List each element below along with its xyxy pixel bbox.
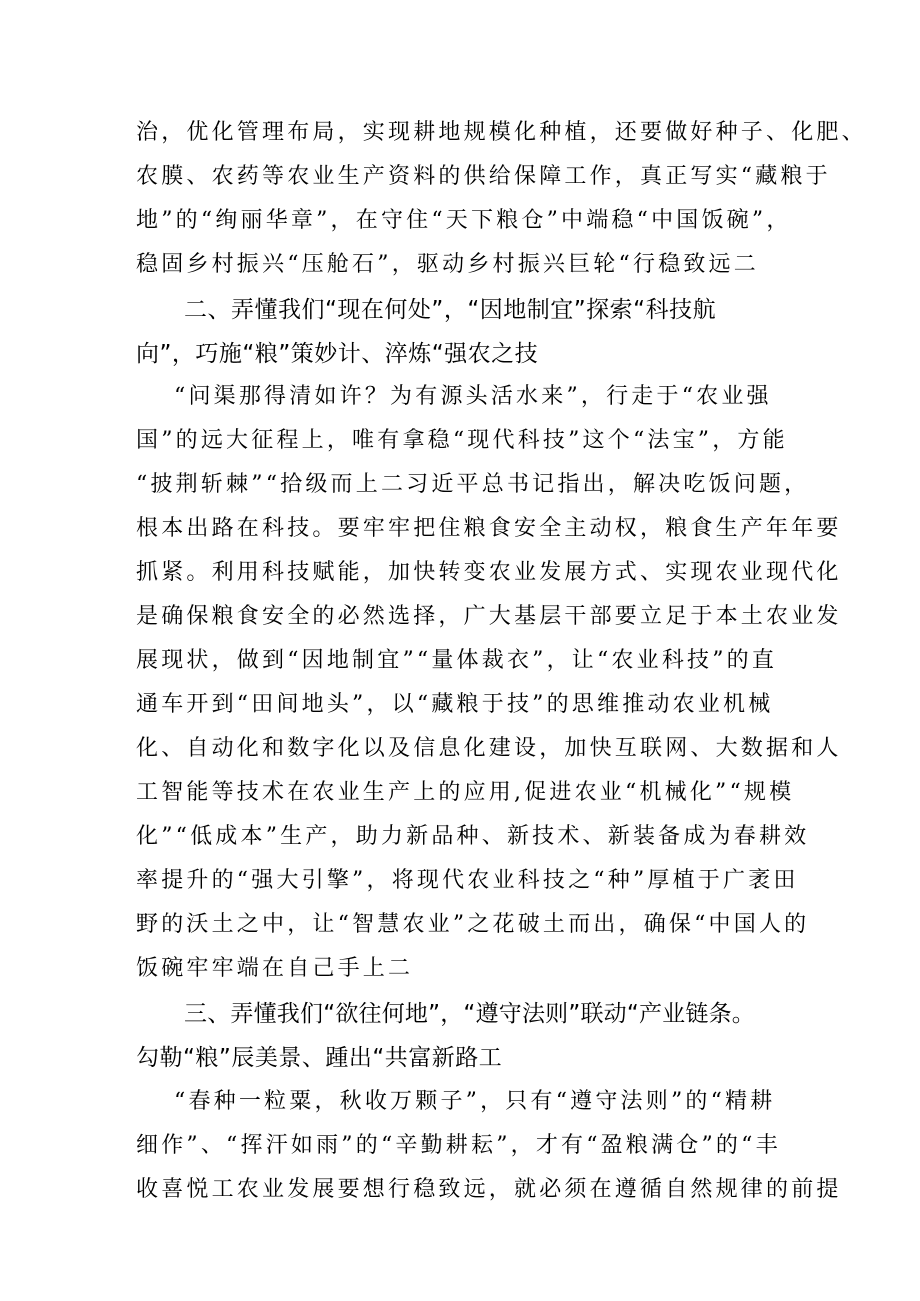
section-heading-2-line-1: 二、弄懂我们“现在何处”，“因地制宜”探索“科技航 — [184, 297, 717, 323]
paragraph-2-line-12: 率提升的“强大引擎”，将现代农业科技之“种”厚植于广袤田 — [136, 868, 799, 893]
paragraph-3-line-2: 细作”、“挥汗如雨”的“辛勤耕耘”，才有“盈粮满仓”的“丰 — [136, 1133, 781, 1158]
paragraph-2-line-14: 饭碗牢牢端在自己手上二 — [136, 956, 414, 981]
paragraph-2-line-9: 化、自动化和数字化以及信息化建设，加快互联网、大数据和人 — [136, 736, 842, 761]
paragraph-2-line-3: “披荆斩棘”“拾级而上二习近平总书记指出，解决吃饭问题， — [136, 472, 810, 497]
section-heading-2-line-2: 向”，巧施“粮”策妙计、淬炼“强农之技 — [136, 341, 539, 367]
paragraph-1-line-4: 稳固乡村振兴“压舱石”，驱动乡村振兴巨轮“行稳致远二 — [136, 252, 759, 277]
paragraph-2-line-8: 通车开到“田间地头”，以“藏粮于技”的思维推动农业机械 — [136, 692, 774, 717]
paragraph-3-line-3: 收喜悦工农业发展要想行稳致远，就必须在遵循自然规律的前提 — [136, 1177, 842, 1202]
paragraph-2-line-2: 国”的远大征程上，唯有拿稳“现代科技”这个“法宝”，方能 — [136, 428, 788, 453]
paragraph-2-line-11: 化”“低成本”生产，助力新品种、新技术、新装备成为春耕效 — [136, 824, 810, 849]
paragraph-2-line-1: “问渠那得清如许？为有源头活水来”，行走于“农业强 — [174, 384, 772, 409]
paragraph-2-line-13: 野的沃土之中，让“智慧农业”之花破土而出，确保“中国人的 — [136, 912, 810, 937]
section-heading-3-line-2: 勾勒“粮”辰美景、踵出“共富新路工 — [136, 1045, 503, 1071]
paragraph-3-line-1: “春种一粒粟，秋收万颗子”，只有“遵守法则”的“精耕 — [174, 1089, 776, 1114]
paragraph-1-line-2: 农膜、农药等农业生产资料的供给保障工作，真正写实“藏粮于 — [136, 164, 831, 189]
section-heading-3-line-1: 三、弄懂我们“欲往何地”，“遵守法则”联动“产业链条。 — [184, 1001, 755, 1027]
paragraph-2-line-10: 工智能等技术在农业生产上的应用,促进农业“机械化”“规模 — [136, 780, 795, 805]
paragraph-1-line-3: 地”的“绚丽华章”，在守住“天下粮仓”中端稳“中国饭碗”， — [136, 208, 792, 233]
paragraph-1-line-1: 治，优化管理布局，实现耕地规模化种植，还要做好种子、化肥、 — [136, 120, 867, 145]
paragraph-2-line-4: 根本出路在科技。要牢牢把住粮食安全主动权，粮食生产年年要 — [136, 516, 842, 541]
paragraph-2-line-6: 是确保粮食安全的必然选择，广大基层干部要立足于本土农业发 — [136, 604, 842, 629]
paragraph-2-line-7: 展现状，做到“因地制宜”“量体裁衣”，让“农业科技”的直 — [136, 648, 778, 673]
paragraph-2-line-5: 抓紧。利用科技赋能，加快转变农业发展方式、实现农业现代化 — [136, 560, 842, 585]
